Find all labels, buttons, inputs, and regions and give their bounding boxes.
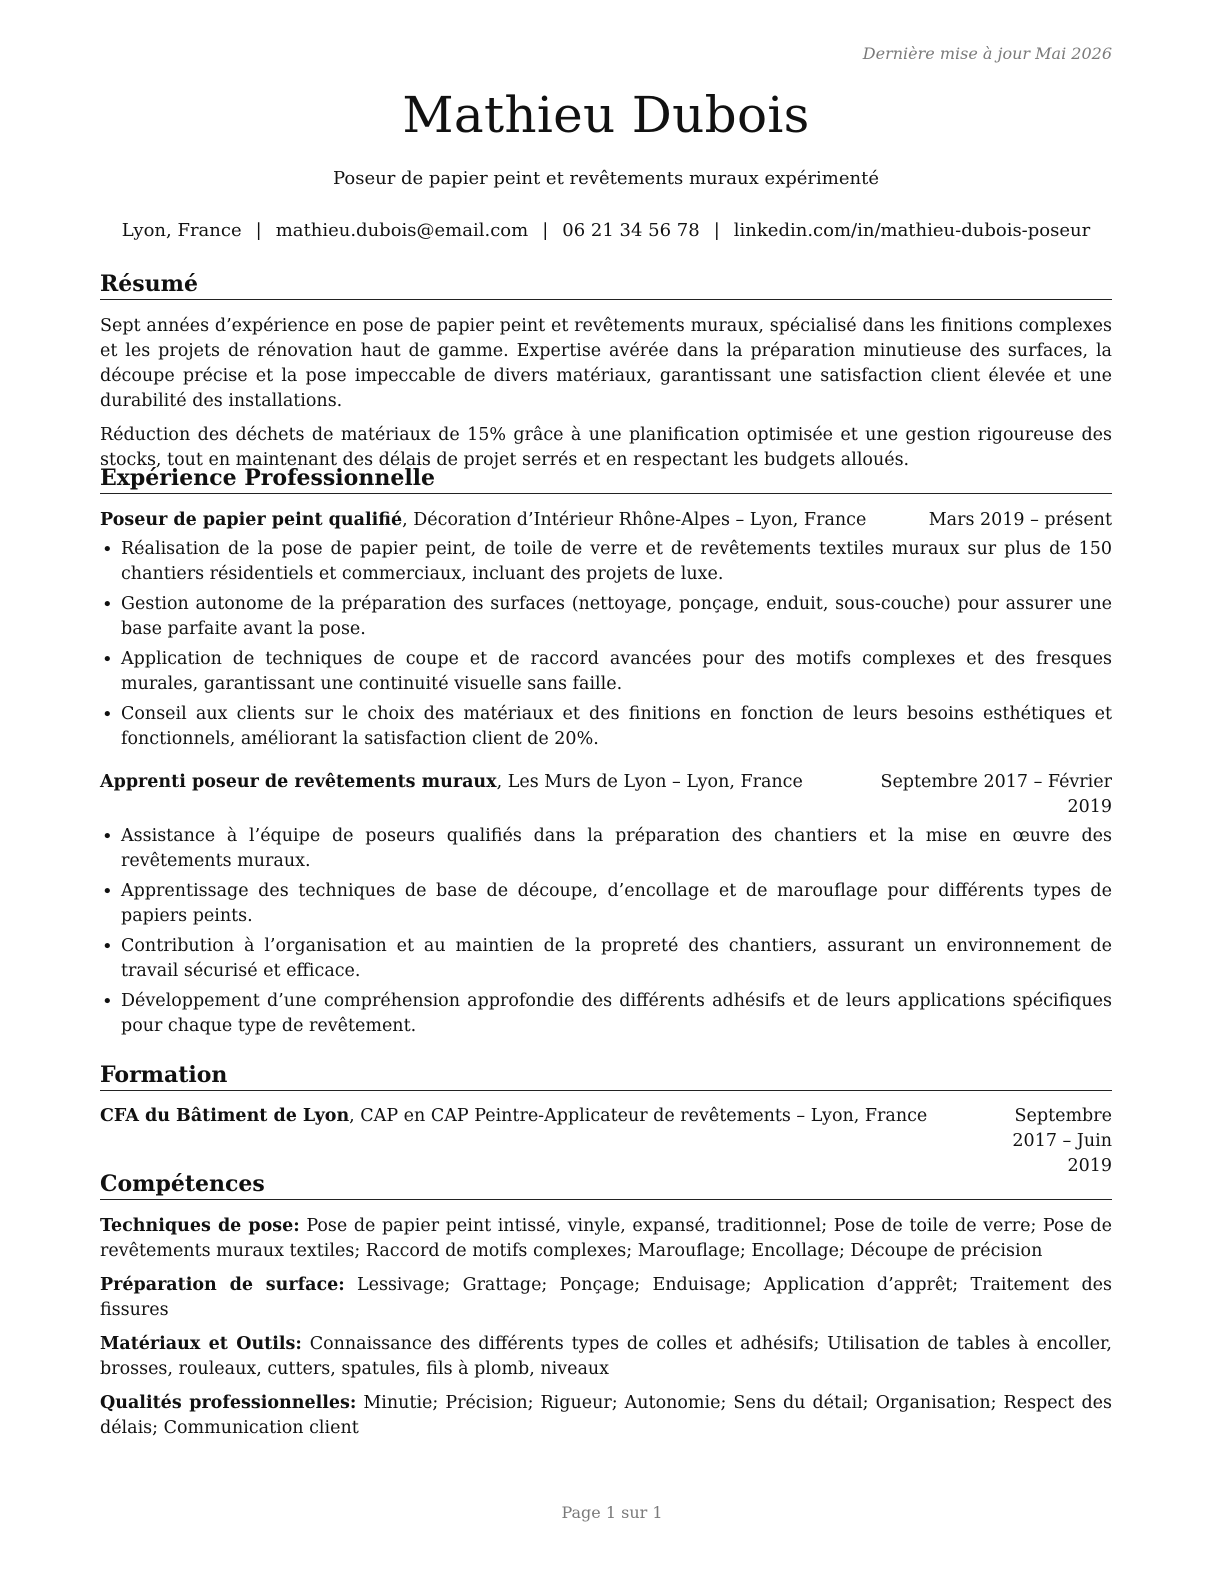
- experience-section: [100, 464, 1112, 1044]
- job-bullet: • Application de techniques de coupe et de raccord avancées pour des motifs complexes et des fresques murales, garantissant une continuité visuelle sans faille.: [100, 647, 1112, 697]
- contact-location: Lyon, France: [121, 220, 242, 241]
- job-bullets: [100, 537, 1112, 752]
- skill-group: [100, 1214, 1112, 1264]
- job-bullet: • Développement d’une compréhension approfondie des différents adhésifs et de leurs applications spécifiques pour chaque type de revêtement.: [100, 989, 1112, 1039]
- skill-label: Techniques de pose:: [100, 1216, 300, 1236]
- skills-section: [100, 1170, 1112, 1450]
- candidate-name: Mathieu Dubois: [402, 86, 810, 144]
- job-bullet: • Assistance à l’équipe de poseurs qualifiés dans la préparation des chantiers et la mise en œuvre des revêtements muraux.: [100, 824, 1112, 874]
- job-dates: Septembre 2017 – Février 2019: [880, 772, 1112, 817]
- job-role: Apprenti poseur de revêtements muraux: [100, 772, 497, 792]
- contact-line: [80, 220, 1132, 241]
- job-entry: [100, 508, 1112, 752]
- job-employer: , Décoration d’Intérieur Rhône-Alpes – Lyon, France: [402, 510, 867, 530]
- job-bullets: [100, 824, 1112, 1039]
- skill-text: Pose de papier peint intissé, vinyle, expansé, traditionnel; Pose de toile de verre; Pose de revêtements muraux textiles; Raccord de motifs complexes; Marouflage; Encollage; Découpe de précision: [100, 1216, 1112, 1261]
- job-dates: Mars 2019 – présent: [928, 510, 1112, 530]
- education-detail: , CAP en CAP Peintre-Applicateur de revêtements – Lyon, France: [349, 1106, 928, 1126]
- skill-label: Matériaux et Outils:: [100, 1334, 302, 1354]
- skill-text: Lessivage; Grattage; Ponçage; Enduisage; Application d’apprêt; Traitement des fissures: [100, 1275, 1112, 1320]
- page-number: Page 1 sur 1: [561, 1503, 663, 1522]
- last-updated: Dernière mise à jour Mai 2026: [862, 44, 1112, 63]
- summary-section: [100, 270, 1112, 473]
- skill-label: Qualités professionnelles:: [100, 1393, 357, 1413]
- education-school: CFA du Bâtiment de Lyon: [100, 1106, 350, 1126]
- contact-separator: |: [255, 220, 262, 241]
- contact-separator: |: [542, 220, 549, 241]
- job-header: [100, 770, 1112, 820]
- job-bullet: • Apprentissage des techniques de base de découpe, d’encollage et de marouflage pour différents types de papiers peints.: [100, 879, 1112, 929]
- contact-separator: |: [713, 220, 720, 241]
- section-title-experience: Expérience Professionnelle: [100, 464, 1112, 494]
- job-employer: , Les Murs de Lyon – Lyon, France: [496, 772, 803, 792]
- education-dates: Septembre 2017 – Juin 2019: [1012, 1106, 1112, 1176]
- skill-group: [100, 1273, 1112, 1323]
- job-role: Poseur de papier peint qualifié: [100, 510, 403, 530]
- job-title-line: [100, 770, 872, 795]
- skill-text: Connaissance des différents types de colles et adhésifs; Utilisation de tables à encoller, brosses, rouleaux, cutters, spatules, fils à plomb, niveaux: [100, 1334, 1112, 1379]
- section-title-summary: Résumé: [100, 270, 1112, 300]
- job-bullet: • Contribution à l’organisation et au maintien de la propreté des chantiers, assurant un environnement de travail sécurisé et efficace.: [100, 934, 1112, 984]
- contact-linkedin[interactable]: linkedin.com/in/mathieu-dubois-poseur: [733, 220, 1091, 241]
- summary-paragraph: Sept années d’expérience en pose de papier peint et revêtements muraux, spécialisé dans les finitions complexes et les projets de rénovation haut de gamme. Expertise avérée dans la préparation minutieuse des surfaces, la découpe précise et la pose impeccable de divers matériaux, garantissant une satisfaction client élevée et une durabilité des installations.: [100, 316, 1112, 411]
- job-bullet: • Gestion autonome de la préparation des surfaces (nettoyage, ponçage, enduit, sous-couche) pour assurer une base parfaite avant la pose.: [100, 592, 1112, 642]
- skill-label: Préparation de surface:: [100, 1275, 345, 1295]
- education-entry: [100, 1104, 1112, 1179]
- section-title-education: Formation: [100, 1061, 1112, 1091]
- skill-text: Minutie; Précision; Rigueur; Autonomie; Sens du détail; Organisation; Respect des délais; Communication client: [100, 1393, 1113, 1438]
- job-header: [100, 508, 1112, 533]
- skill-group: [100, 1391, 1112, 1441]
- contact-phone: 06 21 34 56 78: [562, 220, 700, 241]
- summary-paragraph: Réduction des déchets de matériaux de 15% grâce à une planification optimisée et une gestion rigoureuse des stocks, tout en maintenant des délais de projet serrés et en respectant les budgets alloués.: [100, 425, 1112, 470]
- candidate-tagline: Poseur de papier peint et revêtements muraux expérimenté: [333, 168, 879, 189]
- education-section: [100, 1061, 1112, 1179]
- education-title-line: [100, 1104, 967, 1129]
- contact-email[interactable]: mathieu.dubois@email.com: [275, 220, 529, 241]
- job-entry: [100, 770, 1112, 1039]
- section-title-skills: Compétences: [100, 1170, 1112, 1200]
- job-title-line: [100, 508, 872, 533]
- skill-group: [100, 1332, 1112, 1382]
- job-bullet: • Conseil aux clients sur le choix des matériaux et des finitions en fonction de leurs besoins esthétiques et fonctionnels, améliorant la satisfaction client de 20%.: [100, 702, 1112, 752]
- job-bullet: • Réalisation de la pose de papier peint, de toile de verre et de revêtements textiles muraux sur plus de 150 chantiers résidentiels et commerciaux, incluant des projets de luxe.: [100, 537, 1112, 587]
